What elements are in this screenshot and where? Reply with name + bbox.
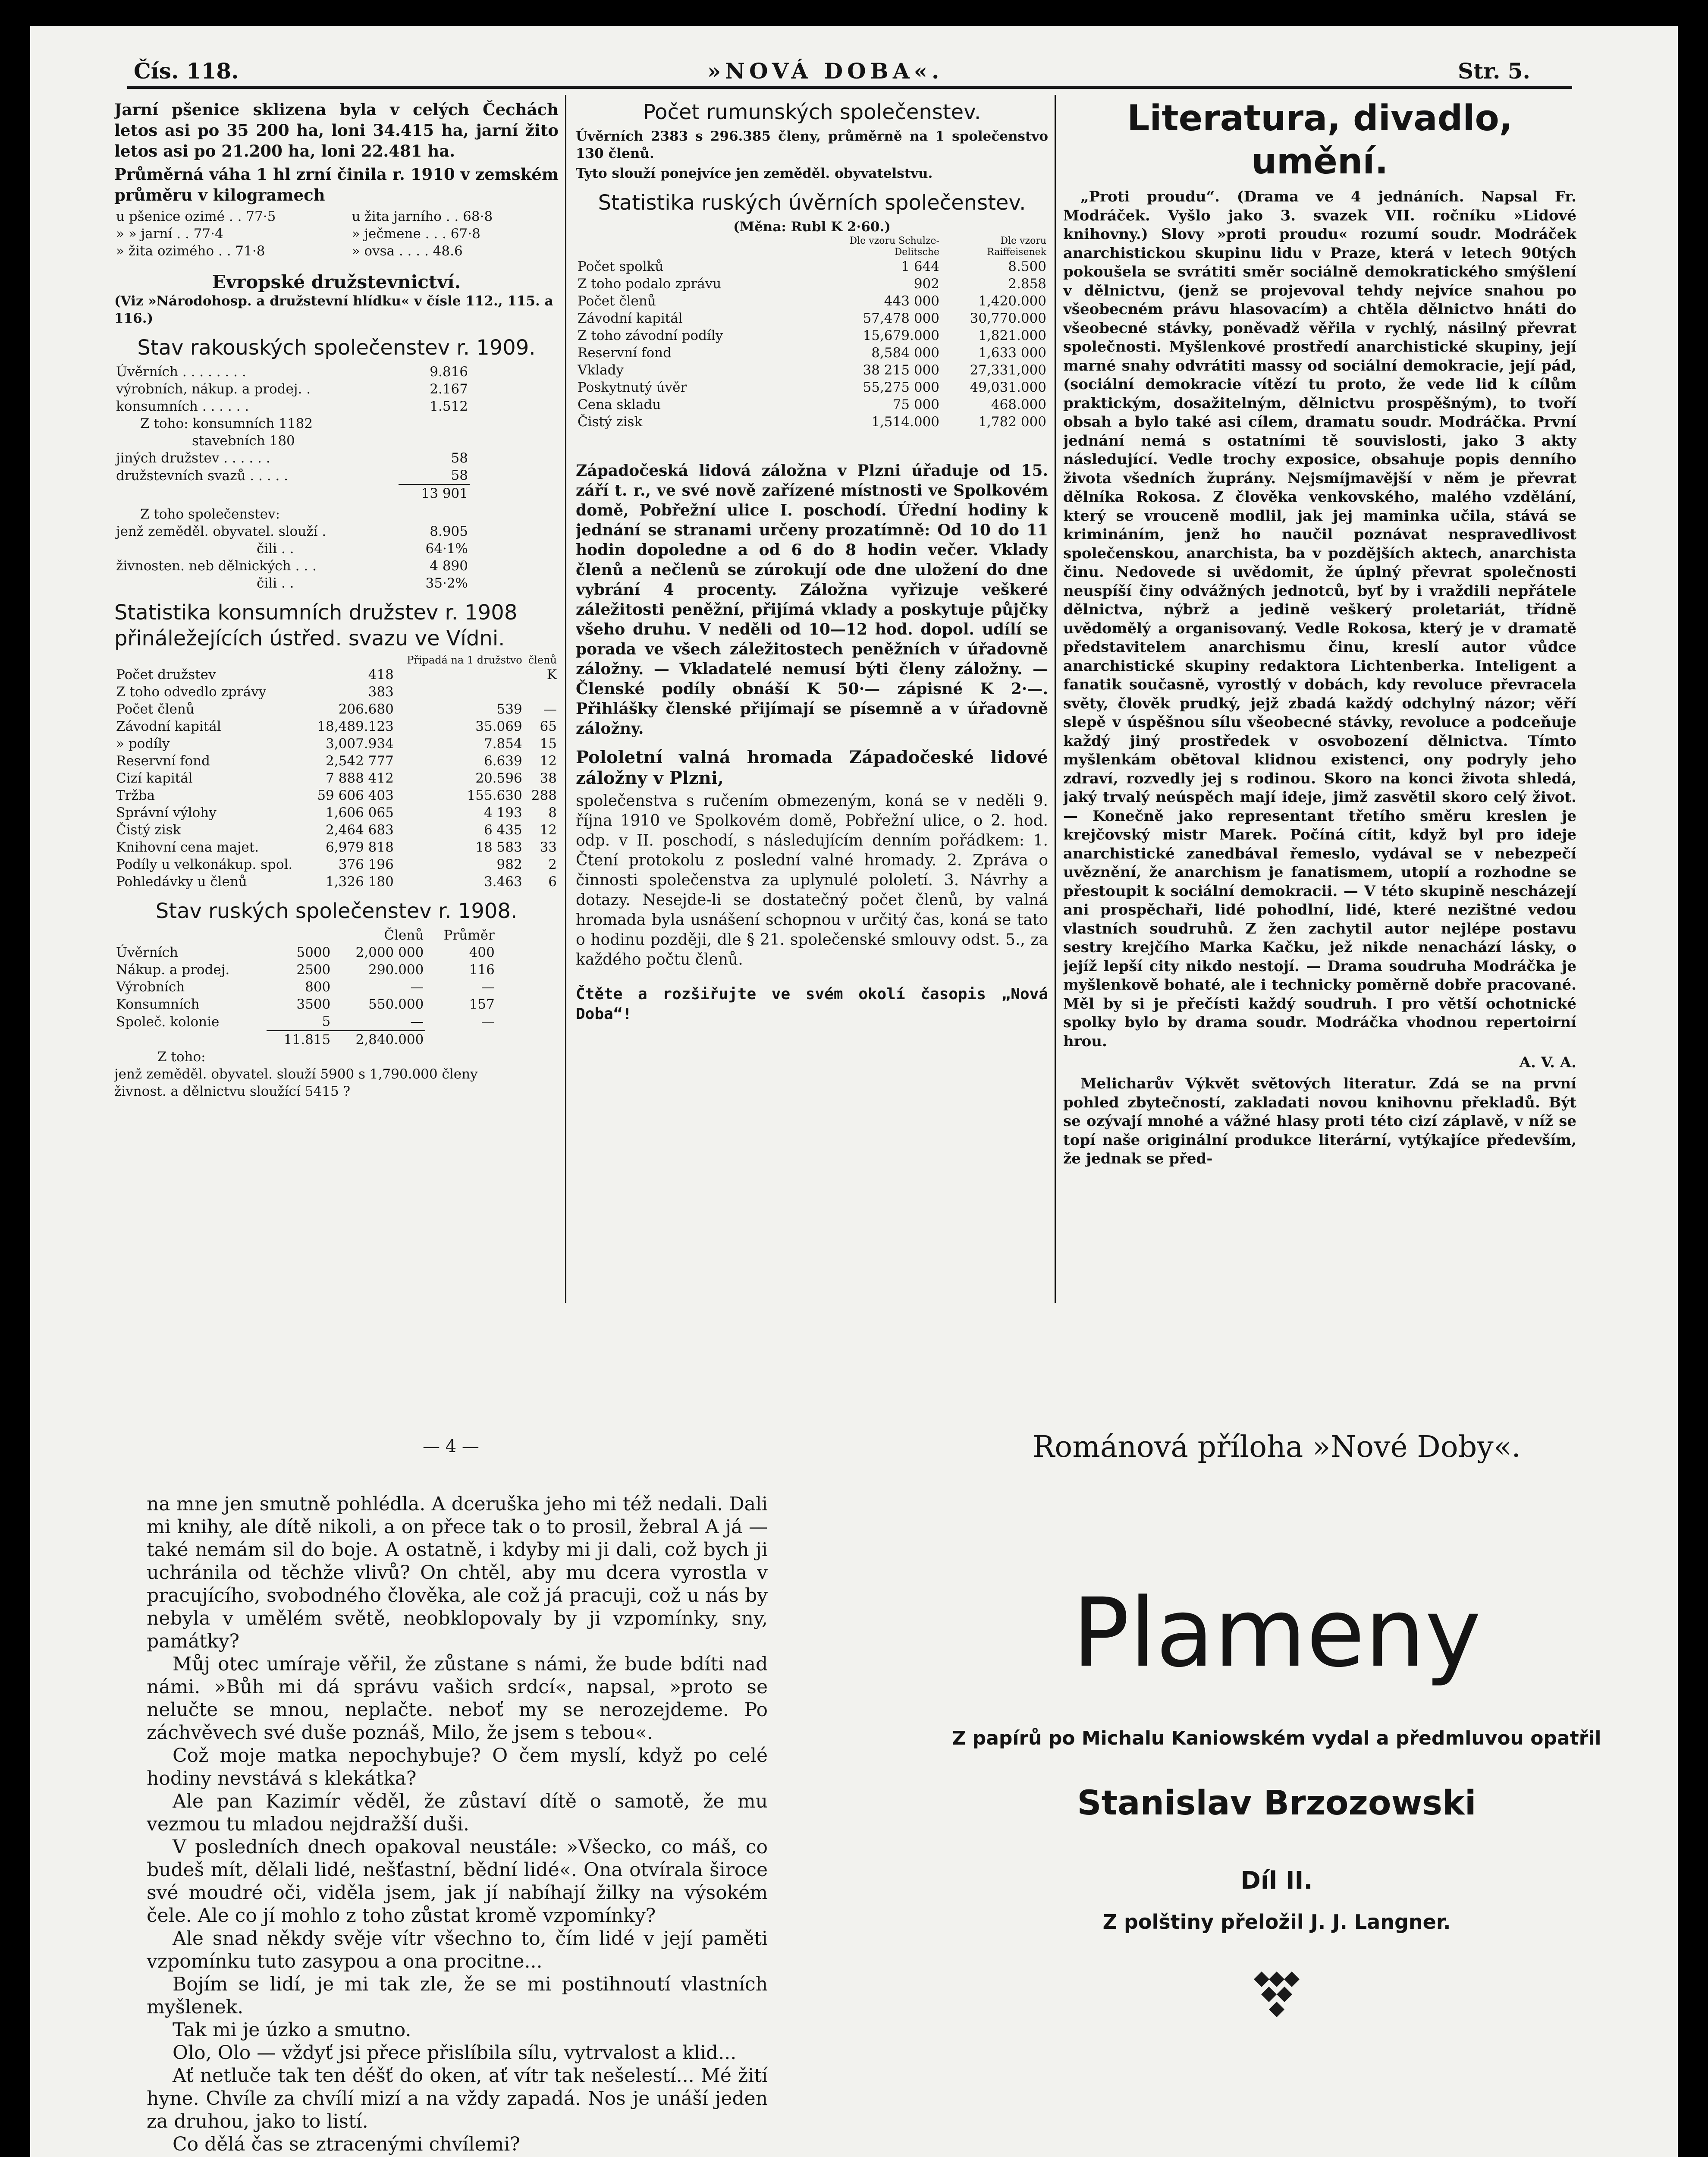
table-cell: Vklady [578,362,624,378]
table-cell: u žita jarního . . 68·8 [352,209,493,224]
table-cell [267,927,332,944]
table-cell: Připadá na 1 družstvo [407,654,522,666]
statistics-column [114,99,559,1303]
romanian-paragraph: Úvěrních 2383 s 296.385 členy, průměrně na 1 společenstvo 130 členů. [576,129,1048,161]
table-cell: 2.858 [1008,276,1046,292]
table-subheading: Z toho: [157,1049,206,1065]
table-row [114,787,559,804]
table-cell: 7 888 412 [326,770,394,786]
table-cell: 155.630 [467,788,522,803]
table-cell: » ovsa . . . . 48.6 [352,243,463,259]
table-row [114,415,470,432]
header-rule [127,86,1572,89]
table-cell: Závodní kapitál [578,311,683,326]
table-row [114,398,470,415]
translator-line: Z polštiny přeložil J. J. Langner. [1102,1910,1451,1934]
table-cell: 418 [368,667,394,682]
table-row [114,666,559,683]
table-cell: živnosten. neb dělnických . . . [116,558,317,574]
table-row [576,275,1048,292]
review-signature: A. V. A. [1519,1054,1576,1071]
table-cell: 8.905 [430,524,468,539]
story-paragraph: Můj otec umíraje věřil, že zůstane s námi, že bude bdíti nad námi. »Bůh mi dá správu vašich srdcí«, napsal, »proto se nelučte se mnou, neplačte. neboť my se nerozejdeme. Po záchvěvech své duše poznáš, Milo, že jsem s tebou«. [147,1653,768,1744]
table-cell: 902 [914,276,939,292]
table-cell: — [481,1014,495,1030]
meeting-title: Pololetní valná hromada Západočeské lidové záložny v Plzni, [576,747,1048,788]
page-number: Str. 5. [1458,58,1530,84]
table-cell: 38 215 000 [863,362,939,378]
table-cell: Poskytnutý úvěr [578,380,687,395]
table-cell: čili . . [257,575,294,591]
supplement-cover [910,1428,1643,2157]
table-cell: 1.512 [430,399,468,414]
table-row [114,821,559,839]
table-cell: Počet družstev [116,667,216,682]
table-cell: 1,821.000 [978,328,1046,343]
table-cell: » » jarní . . 77·4 [116,226,223,242]
table-cell: 2.167 [430,381,468,397]
table-cell: Dle vzoru Schulze-Delitsche [849,236,939,258]
table-cell: Z toho: konsumních 1182 [140,416,313,431]
table-row [576,258,1048,275]
table-cell: Pohledávky u členů [116,874,247,890]
story-paragraph: Ať netluče tak ten déšť do oken, ať vítr tak nešelestí... Mé žití hyne. Chvíle za chvílí mizí a na vždy zapadá. Nos je unáší jeden za druhou, jako to listí. [147,2065,768,2132]
wheat-paragraph: Jarní pšenice sklizena byla v celých Čechách letos asi po 35 200 ha, loni 34.415 ha, jarní žito letos asi po 21.200 ha, loni 22.481 ha. [114,100,559,160]
table-note: jenž zeměděl. obyvatel. slouží 5900 s 1,790.000 členy [114,1066,478,1082]
table-cell: 57,478 000 [863,311,939,326]
table-cell: 1,326 180 [326,874,394,890]
table-cell: 2,000 000 [355,945,424,960]
table-cell: 15 [540,736,557,751]
table-cell: 157 [469,997,495,1012]
table-cell: 6,979 818 [326,840,394,855]
column-divider [565,95,566,1303]
table-cell: Výrobních [116,979,185,995]
currency-note: (Měna: Rubl K 2·60.) [733,219,891,235]
table-cell: Úvěrních [116,945,179,960]
table-row [114,927,496,944]
story-paragraph: na mne jen smutně pohlédla. A dceruška jeho mi též nedali. Dali mi knihy, ale dítě nikoli, a on přece tak o to prosil, žebral A já — také nemám sil do boje. A ostatně, i kdyby mi ji dali, což bych ji uchránila od těchže vlivů? On chtěl, aby mu dcera vyrostla v pracujícího, svobodného člověka, ale což já pracuji, což u nás by nebyla v umělém světě, neobklopovaly by ji vzpomínky, sny, památky? [147,1493,768,1652]
table-row [576,292,1048,310]
table-cell: 12 [540,753,557,769]
section-heading: Statistika ruských úvěrních společenstev. [598,191,1026,215]
table-cell: 13 901 [421,486,468,501]
table-cell: 982 [496,857,522,872]
table-cell: Reservní fond [116,753,210,769]
table-cell: 55,275 000 [863,380,939,395]
table-cell: 5 [267,1013,332,1031]
table-row [576,362,1048,379]
story-paragraph: Což moje matka nepochybuje? O čem myslí, když po celé hodiny nevstává s klekátka? [147,1745,768,1789]
table-cell: u pšenice ozimé . . 77·5 [116,209,276,224]
table-cell [396,666,524,683]
story-paragraph: Co dělá čas se ztracenými chvílemi? [173,2133,520,2155]
column-divider [1055,95,1056,1303]
table-cell: Správní výlohy [116,805,217,821]
table-cell: 15,679.000 [863,328,939,343]
table-cell: 35.069 [475,719,522,734]
table-cell: 1,514.000 [871,414,939,430]
table-cell: Tržba [116,788,155,803]
table-cell: Knihovní cena majet. [116,840,259,855]
paper-title: »NOVÁ DOBA«. [707,58,944,84]
table-cell: 12 [540,822,557,838]
table-row [114,961,496,978]
story-paragraph: V posledních dnech opakoval neustále: »Všecko, co máš, co budeš mít, dělali lidé, nešťastní, bědní lidé«. Ona otvírala široce své moudré oči, viděla jsem, jak jí nabíhají žilky na výsokém čele. Ale co jí mohlo z toho zůstat kromě vzpomínky? [147,1836,768,1927]
table-cell: 2500 [296,962,331,978]
table-cell: Dle vzoru Raiffeisenek [987,236,1046,258]
table-cell [425,1031,496,1048]
table-cell: 550.000 [368,997,424,1012]
russian-table [114,927,496,1048]
section-heading: Stav rakouských společenstev r. 1909. [137,336,536,360]
table-row [114,1031,496,1048]
table-cell: Členů [384,928,424,943]
table-cell: — [332,1013,425,1031]
table-cell: konsumních . . . . . . [116,399,249,414]
literature-column [1063,97,1576,1303]
table-cell: Z toho odvedlo zprávy [116,684,267,700]
table-cell: Cizí kapitál [116,770,193,786]
newspaper-page [30,26,1678,2157]
table-cell: členů [528,654,557,666]
table-cell: — [410,979,424,995]
table-row [114,996,496,1013]
table-cell: 1,606 065 [326,805,394,821]
table-cell: » podíly [116,736,170,751]
savings-bank-notice: Západočeská lidová záložna v Plzni úřaduje od 15. září t. r., ve své nově zařízené místnosti ve Spolkovém domě, Pobřežní ulice I. poschodí. Úřední hodiny k jednání se stranami určeny prozatímně: Od 10 do 11 hodin dopoledne a od 6 do 8 hodin večer. Vklady členů a nečlenů se zúrokují ode dne uložení do dne vybrání 4 procenty. Záložna vyřizuje veškeré záležitosti peněžní, přijímá vklady a poskytuje půjčky všeho druhu. V neděli od 10—12 hod. dopol. udílí se porada ve všech záležitostech peněžních v úřadovně záložny. — Vkladatelé nemusí býti členy záložny. — Členské podíly obnáší K 50·— zápisné K 2·—. Přihlášky členské přijímají se písemně a v úřadovně záložny. [576,462,1048,738]
table-row [114,557,470,575]
story-paragraph: Ale snad někdy svěje vítr všechno to, čím lidé v její paměti vzpomínku tuto zasypou a ona procitne... [147,1927,768,1972]
volume-label: Díl II. [1240,1867,1313,1895]
table-cell: výrobních, nákup. a prodej. . [116,381,311,397]
russian-credit-table [576,236,1048,431]
table-cell: Průměr [443,928,495,943]
austrian-table [114,363,470,502]
table-cell: 58 [451,450,468,466]
table-cell [576,236,826,258]
table-cell: 2,542 777 [326,753,394,769]
table-cell: K [546,667,557,682]
author-name: Stanislav Brzozowski [1077,1784,1476,1823]
table-cell: 8.500 [1008,259,1046,274]
table-cell: čili . . [257,541,294,557]
table-cell: 2 [548,857,557,872]
table-cell: 38 [540,770,557,786]
table-row [114,654,559,666]
table-cell: — [481,979,495,995]
table-cell: 6 435 [484,822,522,838]
table-cell [399,432,470,450]
table-row [114,432,470,450]
table-cell: 30,770.000 [970,311,1046,326]
austrian-sub-table [114,523,470,592]
table-row [114,1013,496,1031]
table-cell: — [543,701,557,717]
table-row [114,804,559,821]
review-paragraph: „Proti proudu“. (Drama ve 4 jednáních. Napsal Fr. Modráček. Vyšlo jako 3. svazek VII. ročníku »Lidové knihovny.) Slovy »proti proudu« rozumí soudr. Modráček anarchistickou skupinu lidu v Praze, která v letech 90tých pokoušela se svrátiti směr sociálně demokratického smýšlení v dělnictvu, (jenž se projevoval tehdy nejvíce snahou po všeobecném právu hlasovacím) a chtěla dělnictvo hnáti do všeobecné stávky, poněvadž věřila v rychlý, násilný převrat společnosti. Myšlenkové prostředí anarchistické skupiny, její marné snahy odvrátiti massy od sociální demokracie, její pád, (sociální demokracie vítězí tu proto, že vede lid k cílům praktickým, dosažitelným, dělnictvu prospěšným), to tvoří obsah a bylo také asi cílem, dramatu soudr. Modráčka. První jednání nemá s ostatními tě souvislosti, jako 3 akty následující. Vedle trochy exposice, obsahuje popis denního života všedních župrány. Nejsmíjmavější v něm je převrat dělníka Rokosa. Z člověka venkovského, malého vzdělání, který se vrouceně modlil, jak jej maminka učila, stává se krimináním, jenž ho naučil poznávat nespravedlivost společenskou, anarchista, ba v pozdějších aktech, anarchista činu. Nedovede si uvědomit, že úplný převrat společnosti neuspíší činy odvážných jednotců, byť by i vraždili nepřátele dělnictva, nýbrž a jedině veškerý proletariát, třídně uvědomělý a organisovaný. Vedle Rokosa, který je v dramatě představitelem anarchismu činu, kreslí autor vůdce anarchistické skupiny redaktora Lichtenberka. Inteligent a fanatik současně, vyrostlý v dobách, kdy revoluce převracela světy, člověk prudký, jejž zbadá každý odchylný názor; věří slepě v úspěšnou sílu všeobecné stávky, revoluce a podceňuje každý jiný prostředek v osvobození dělnictva. Tímto myšlenkám obětoval klidnou existenci, ony podryly jeho zdraví, rozvedly jej s rodinou. Skoro na konci života shledá, jaký trvalý neúspěch mají ideje, jimž zasvětil skoro celý život. — Konečně jako representant třetího směru kreslen je krejčovský mistr Marek. Počíná cítit, když byl pro ideje anarchistické zanedbával řemeslo, vydával se v nebezpečí uvěznění, že anarchism je fanatismem, utopií a rozhodne se přestoupit k sociální demokracii. — V této skupině nescházejí ani prospěchaři, lidé pohodlní, lidé, které nezištné vedou vlastních soudruhů. Z žen zachytil autor nejlépe postavu sestry krejčího Marka Kačku, jež nikde nenachází lásky, o jejíž lepší city nikdo nestojí. — Drama soudruha Modráčka je myšlenkově bohaté, ale i technicky poměrně dobře pracované. Měl by si je přečísti každý soudruh. I pro větší ochotnické spolky bylo by drama soudr. Modráčka vhodnou repertoirní hrou. [1063,188,1576,1050]
table-cell: Z toho závodní podíly [578,328,723,343]
table-row [114,484,470,502]
weight-paragraph: Průměrná váha 1 hl zrní činila r. 1910 v zemském průměru v kilogramech [114,165,559,204]
table-cell: » žita ozimého . . 71·8 [116,243,265,259]
table-cell: 288 [531,788,557,803]
table-row [114,575,470,592]
table-cell: jenž zeměděl. obyvatel. slouží . [116,524,327,539]
table-row [114,225,559,242]
table-cell: Cena skladu [578,397,661,412]
table-cell: 1 644 [901,259,939,274]
table-cell: Závodní kapitál [116,719,221,734]
table-cell: stavebních 180 [192,433,295,449]
table-cell [114,927,267,944]
table-cell: Reservní fond [578,345,672,361]
table-cell [114,484,399,502]
grain-weight-table [114,208,559,260]
review-paragraph: Melicharův Výkvět světových literatur. Zdá se na první pohled zbytečností, zakladati novou knihovnu překladů. Být se ozývají mnohé a vážné hlasy proti této cizí záplavě, v níž se topí naše originální produkce literární, vytýkajíce především, že jednak se před- [1063,1075,1576,1167]
table-row [114,242,559,260]
table-row [114,873,559,890]
section-heading: Stav ruských společenstev r. 1908. [155,899,518,923]
issue-number: Čís. 118. [134,58,239,84]
table-cell: 290.000 [368,962,424,978]
table-cell: družstevních svazů . . . . . [116,468,288,484]
table-row [114,978,496,996]
meeting-notice: společenstva s ručením obmezeným, koná se v neděli 9. října 1910 ve Spolkovém domě, Pobřežní ulice, o 2. hod. odp. v II. poschodí, s následujícím denním pořádkem: 1. Čtení protokolu z poslední valné hromady. 2. Zpráva o činnosti společenstva za uplynulé pololetí. 3. Návrhy a dotazy. Nesejde-li se dostatečný počet členů, by valná hromada byla usnášení schopnou v určitý čas, koná se tato o hodinu později, dle § 21. společenské smlouvy odst. 5., za každého počtu členů. [576,792,1048,968]
table-row [576,413,1048,431]
table-cell: 6 [548,874,557,890]
table-cell: 2,840.000 [355,1032,424,1047]
table-row [114,718,559,735]
table-row [114,856,559,873]
table-cell: 1,633 000 [978,345,1046,361]
table-row [576,396,1048,413]
table-cell: 35·2% [425,575,468,591]
romanian-note: Tyto slouží ponejvíce jen zeměděl. obyvatelstvu. [576,166,933,181]
table-row [576,327,1048,344]
table-cell: 3500 [296,997,331,1012]
table-row [114,363,470,380]
story-paragraph: Ale pan Kazimír věděl, že zůstaví dítě o samotě, že mu vezmou tu mladou nejdražší duši. [147,1790,768,1835]
table-cell: 1,420.000 [978,293,1046,309]
table-cell: Konsumních [116,997,200,1012]
table-cell: 468.000 [991,397,1046,412]
story-paragraph: Bojím se lidí, je mi tak zle, že se mi postihnoutí vlastních myšlenek. [147,1973,768,2018]
table-cell: 18,489.123 [317,719,394,734]
table-cell: 64·1% [425,541,468,557]
table-cell: 11.815 [283,1032,331,1047]
table-cell: 800 [305,979,331,995]
supplement-label: Románová příloha »Nové Doby«. [1033,1430,1521,1464]
table-row [114,944,496,961]
section-title: Literatura, divadlo, umění. [1127,98,1513,182]
table-cell: 33 [540,840,557,855]
table-row [114,540,470,557]
ornament-icon [1244,1967,1309,2028]
table-row [114,839,559,856]
table-cell: 376 196 [338,857,394,872]
table-cell: 27,331,000 [970,362,1046,378]
section-heading: Počet rumunských společenstev. [643,100,981,124]
table-row [114,380,470,398]
table-row [576,236,1048,258]
table-cell: Počet spolků [578,259,664,274]
table-cell: Počet členů [578,293,656,309]
table-cell: Čistý zisk [116,822,181,838]
table-cell: 4 193 [484,805,522,821]
table-cell: 18 583 [475,840,522,855]
table-cell: Úvěrních . . . . . . . . [116,364,246,380]
novel-title: Plameny [1072,1578,1481,1688]
table-cell: Z toho podalo zprávu [578,276,722,292]
section-heading: Statistika konsumních družstev r. 1908 přináležejících ústřed. svazu ve Vídni. [114,601,518,651]
table-cell: jiných družstev . . . . . . [116,450,270,466]
table-cell [114,1031,267,1048]
table-cell [396,683,524,701]
section-note: (Viz »Národohosp. a družstevní hlídku« v čísle 112., 115. a 116.) [114,293,553,326]
table-cell: 1,782 000 [978,414,1046,430]
section-heading: Evropské družstevnictví. [212,271,461,292]
table-cell: 65 [540,719,557,734]
table-cell: Společ. kolonie [116,1014,220,1030]
editor-line: Z papírů po Michalu Kaniowském vydal a předmluvou opatřil [952,1727,1601,1749]
table-cell: 49,031.000 [970,380,1046,395]
table-row [114,770,559,787]
table-cell [524,683,559,701]
table-cell: Nákup. a prodej. [116,962,230,978]
table-cell: 59 606 403 [317,788,394,803]
promo-line: Čtěte a rozšiřujte ve svém okolí časopis „Nová Doba“! [576,985,1048,1023]
table-cell: 7.854 [484,736,522,751]
table-cell: 443 000 [884,293,939,309]
table-row [114,450,470,467]
table-row [576,379,1048,396]
table-row [114,752,559,770]
table-row [114,467,470,484]
table-cell: Počet členů [116,701,195,717]
consumer-table [114,654,559,890]
supplement-page-number: — 4 — [423,1437,479,1456]
table-cell: 58 [399,467,470,484]
table-cell: 539 [496,701,522,717]
table-row [114,683,559,701]
table-row [114,523,470,540]
table-cell: 6.639 [484,753,522,769]
table-cell: 206.680 [338,701,394,717]
story-paragraph: Tak mi je úzko a smutno. [173,2019,411,2041]
table-cell: 5000 [296,945,331,960]
table-row [576,310,1048,327]
table-cell: » ječmene . . . 67·8 [352,226,480,242]
table-cell: 383 [368,684,394,700]
table-cell: 116 [469,962,495,978]
table-cell: 3.463 [484,874,522,890]
table-cell: 20.596 [475,770,522,786]
table-cell: 75 000 [892,397,939,412]
table-cell [399,415,470,432]
table-cell: 9.816 [430,364,468,380]
table-cell: 4 890 [430,558,468,574]
story-paragraph: Olo, Olo — vždyť jsi přece přislíbila sílu, vytrvalost a klid... [173,2042,737,2064]
novel-excerpt [147,1493,768,2157]
cooperatives-column [576,99,1048,1303]
table-cell: 8 [548,805,557,821]
table-subheading: Z toho společenstev: [140,506,280,522]
table-cell: Podíly u velkonákup. spol. [116,857,293,872]
table-cell: 3,007.934 [326,736,394,751]
table-row [114,208,559,225]
table-row [114,701,559,718]
table-cell: 8,584 000 [871,345,939,361]
table-cell: Čistý zisk [578,414,643,430]
table-cell: 400 [469,945,495,960]
table-row [576,344,1048,362]
table-cell: 2,464 683 [326,822,394,838]
table-note: živnost. a dělnictvu sloužící 5415 ? [114,1084,351,1099]
table-row [114,735,559,752]
